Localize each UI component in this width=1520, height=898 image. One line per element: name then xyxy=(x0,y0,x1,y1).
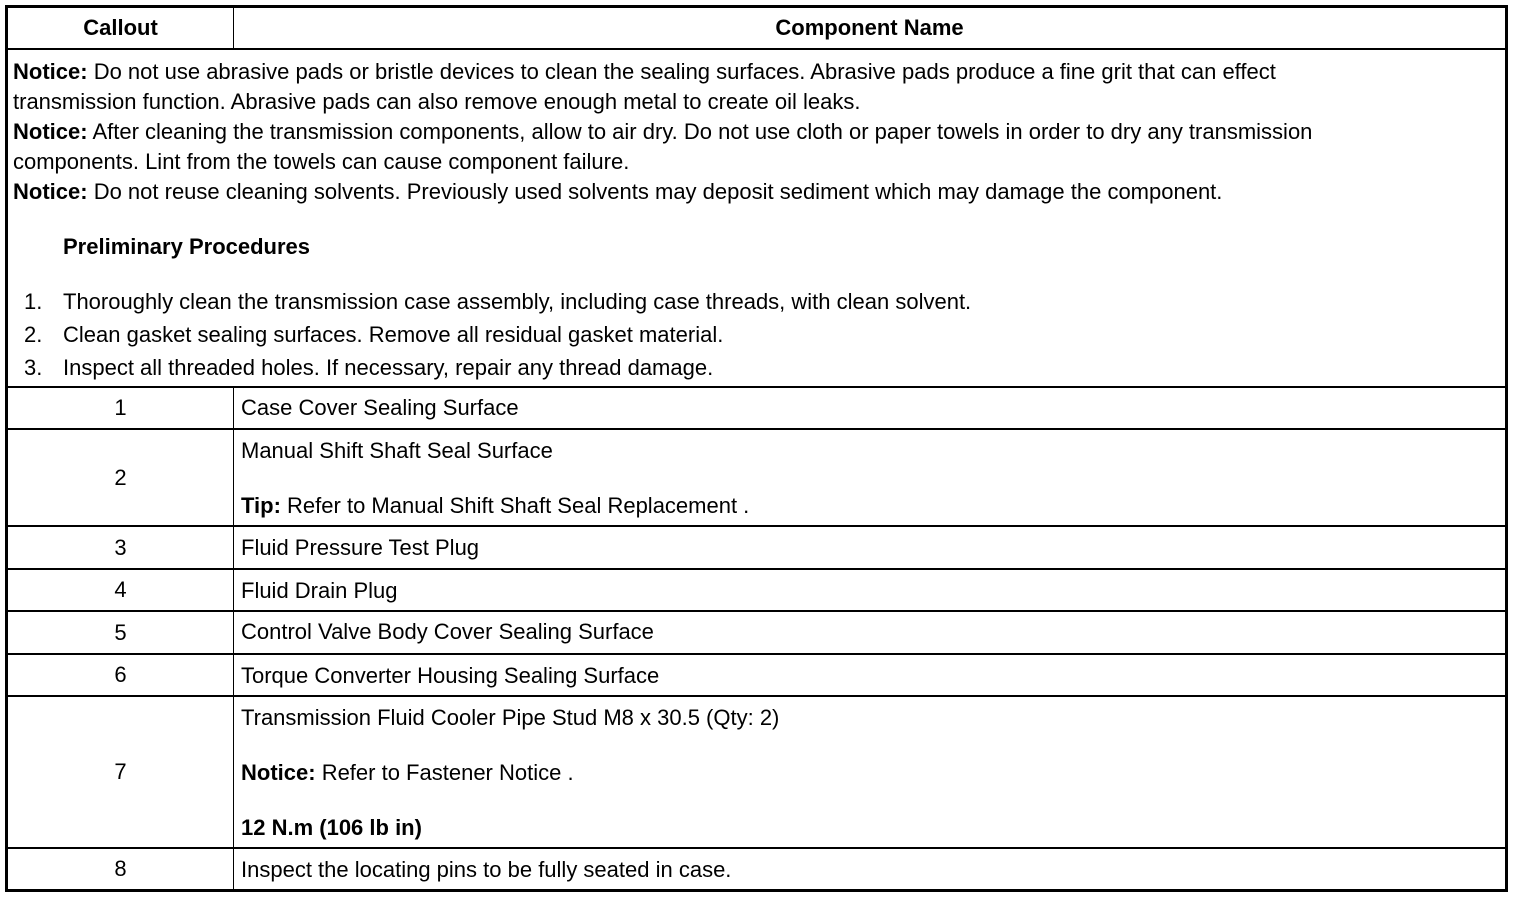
step-item xyxy=(24,353,713,383)
notice-1-line-1 xyxy=(13,57,1276,87)
callout-cell: 3 xyxy=(8,527,234,568)
table-row xyxy=(8,430,1505,527)
step-text: Thoroughly clean the transmission case assembly, including case threads, with clean solvent. xyxy=(63,289,972,314)
callout-cell: 8 xyxy=(8,849,234,889)
component-cell xyxy=(234,527,1505,568)
callout-column-header: Callout xyxy=(8,8,234,48)
notice-section xyxy=(8,50,1505,388)
table-row xyxy=(8,612,1505,655)
component-column-header: Component Name xyxy=(775,15,964,40)
notice-label: Notice: xyxy=(241,760,316,785)
notice-text: After cleaning the transmission components, allow to air dry. Do not use cloth or paper towels in order to dry any transmission xyxy=(92,119,1313,144)
table-row xyxy=(8,388,1505,430)
component-table xyxy=(5,5,1508,892)
table-row xyxy=(8,849,1505,889)
notice-label: Notice: xyxy=(13,119,88,144)
callout-cell: 2 xyxy=(8,430,234,525)
table-row xyxy=(8,697,1505,849)
component-name: Fluid Drain Plug xyxy=(241,578,398,603)
callout-cell: 7 xyxy=(8,697,234,847)
component-name: Inspect the locating pins to be fully seated in case. xyxy=(241,857,732,882)
component-cell xyxy=(234,430,1505,525)
table-row xyxy=(8,527,1505,570)
step-number: 1. xyxy=(24,289,43,314)
tip-label: Tip: xyxy=(241,493,281,518)
step-text: Inspect all threaded holes. If necessary, repair any thread damage. xyxy=(63,355,714,380)
step-text: Clean gasket sealing surfaces. Remove all residual gasket material. xyxy=(63,322,724,347)
tip-text: Refer to Manual Shift Shaft Seal Replacement . xyxy=(287,493,750,518)
component-cell xyxy=(234,697,1505,847)
component-cell xyxy=(234,849,1505,889)
step-number: 2. xyxy=(24,322,43,347)
notice-label: Notice: xyxy=(13,179,88,204)
component-cell xyxy=(234,655,1505,695)
tip-line xyxy=(241,491,749,521)
component-name: Transmission Fluid Cooler Pipe Stud M8 x 30.5 (Qty: 2) xyxy=(241,705,780,730)
component-cell xyxy=(234,570,1505,610)
callout-cell: 4 xyxy=(8,570,234,610)
callout-cell: 6 xyxy=(8,655,234,695)
preliminary-procedures-title: Preliminary Procedures xyxy=(63,234,311,259)
notice-text: Do not use abrasive pads or bristle devices to clean the sealing surfaces. Abrasive pads produce a fine grit that can effect xyxy=(93,59,1276,84)
component-cell xyxy=(234,388,1505,428)
notice-label: Notice: xyxy=(13,59,88,84)
notice-text: Refer to Fastener Notice . xyxy=(321,760,574,785)
component-name: Case Cover Sealing Surface xyxy=(241,395,519,420)
component-name: Fluid Pressure Test Plug xyxy=(241,535,480,560)
component-cell xyxy=(234,612,1505,653)
callout-cell: 5 xyxy=(8,612,234,653)
step-item xyxy=(24,287,971,317)
component-name: Torque Converter Housing Sealing Surface xyxy=(241,663,660,688)
notice-2-line-2: components. Lint from the towels can cause component failure. xyxy=(13,149,630,174)
notice-3-line-1 xyxy=(13,177,1222,207)
step-number: 3. xyxy=(24,355,43,380)
callout-cell: 1 xyxy=(8,388,234,428)
fastener-notice-line xyxy=(241,758,574,788)
component-name: Manual Shift Shaft Seal Surface xyxy=(241,438,553,463)
step-item xyxy=(24,320,723,350)
table-header-row xyxy=(8,8,1505,50)
notice-1-line-2: transmission function. Abrasive pads can also remove enough metal to create oil leaks. xyxy=(13,89,861,114)
component-name: Control Valve Body Cover Sealing Surface xyxy=(241,619,654,644)
torque-spec: 12 N.m (106 lb in) xyxy=(241,815,422,840)
notice-text: Do not reuse cleaning solvents. Previously used solvents may deposit sediment which may damage the component. xyxy=(93,179,1223,204)
table-row xyxy=(8,570,1505,612)
table-row xyxy=(8,655,1505,697)
notice-2-line-1 xyxy=(13,117,1312,147)
